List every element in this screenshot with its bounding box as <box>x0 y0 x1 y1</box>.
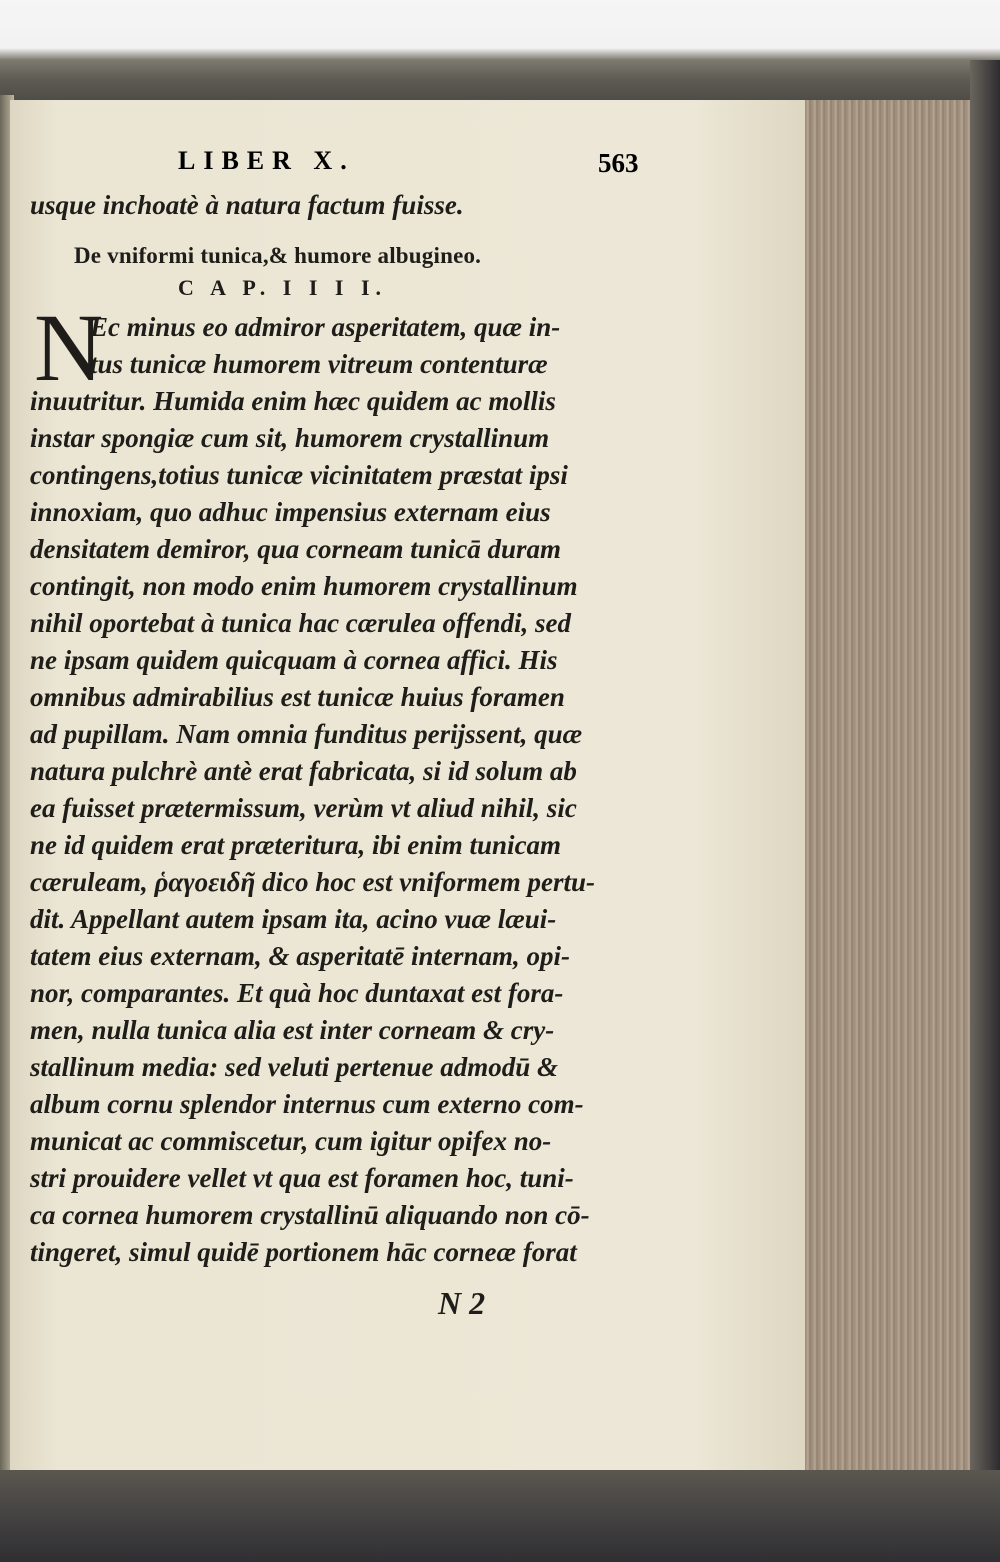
book-cover-edge <box>970 60 1000 1560</box>
text-line: instar spongiæ cum sit, humorem crystallinum <box>30 423 550 453</box>
drop-capital: N <box>34 294 104 401</box>
page-header <box>150 142 640 182</box>
signature-mark: N 2 <box>438 1285 486 1321</box>
text-line: omnibus admirabilius est tunicæ huius foramen <box>30 682 565 712</box>
text-line: ad pupillam. Nam omnia funditus perijssent, quæ <box>30 719 583 749</box>
chapter-title: De vniformi tunica,& humore albugineo. <box>74 243 482 268</box>
page-fore-edge <box>805 100 975 1475</box>
text-line: cæruleam, ῥαγοειδῆ dico hoc est vniformem pertu- <box>30 867 596 897</box>
book-page <box>10 100 815 1475</box>
text-line: men, nulla tunica alia est inter corneam & cry- <box>30 1015 555 1045</box>
continuation-line: usque inchoatè à natura factum fuisse. <box>30 190 464 220</box>
text-line: ea fuisset prætermissum, verùm vt aliud nihil, sic <box>30 793 577 823</box>
text-line: inuutritur. Humida enim hæc quidem ac mollis <box>30 386 556 416</box>
scan-background-bottom <box>0 1470 1000 1562</box>
text-line: stallinum media: sed veluti pertenue admodū & <box>30 1052 559 1082</box>
page-number: 563 <box>598 148 639 178</box>
text-line: stri prouidere vellet vt qua est foramen hoc, tuni- <box>30 1163 574 1193</box>
text-line: dit. Appellant autem ipsam ita, acino vuæ læui- <box>30 904 557 934</box>
text-line: album cornu splendor internus cum externo com- <box>30 1089 584 1119</box>
text-line: ne id quidem erat præteritura, ibi enim tunicam <box>30 830 562 860</box>
running-head: LIBER X. <box>178 146 355 175</box>
text-line: municat ac commiscetur, cum igitur opifex no- <box>30 1126 552 1156</box>
text-line: ne ipsam quidem quicquam à cornea affici. His <box>30 645 558 675</box>
text-line: innoxiam, quo adhuc impensius externam eius <box>30 497 551 527</box>
text-line: natura pulchrè antè erat fabricata, si id solum ab <box>30 756 577 786</box>
text-line: contingit, non modo enim humorem crystallinum <box>30 571 578 601</box>
text-line: ca cornea humorem crystallinū aliquando non cō- <box>30 1200 590 1230</box>
text-line: nor, comparantes. Et quà hoc duntaxat est fora- <box>30 978 564 1008</box>
text-line: contingens,totius tunicæ vicinitatem præstat ipsi <box>30 460 568 490</box>
text-line: densitatem demiror, qua corneam tunicā duram <box>30 534 562 564</box>
text-line: Ec minus eo admiror asperitatem, quæ in- <box>90 312 561 342</box>
chapter-number: C A P. I I I I. <box>178 275 388 300</box>
text-line: tatem eius externam, & asperitatē internam, opi- <box>30 941 570 971</box>
text-line: tus tunicæ humorem vitreum contenturæ <box>90 349 548 379</box>
text-line: nihil oportebat à tunica hac cærulea offendi, sed <box>30 608 572 638</box>
scan-background-top <box>0 0 1000 105</box>
text-line: tingeret, simul quidē portionem hāc corneæ forat <box>30 1237 577 1267</box>
